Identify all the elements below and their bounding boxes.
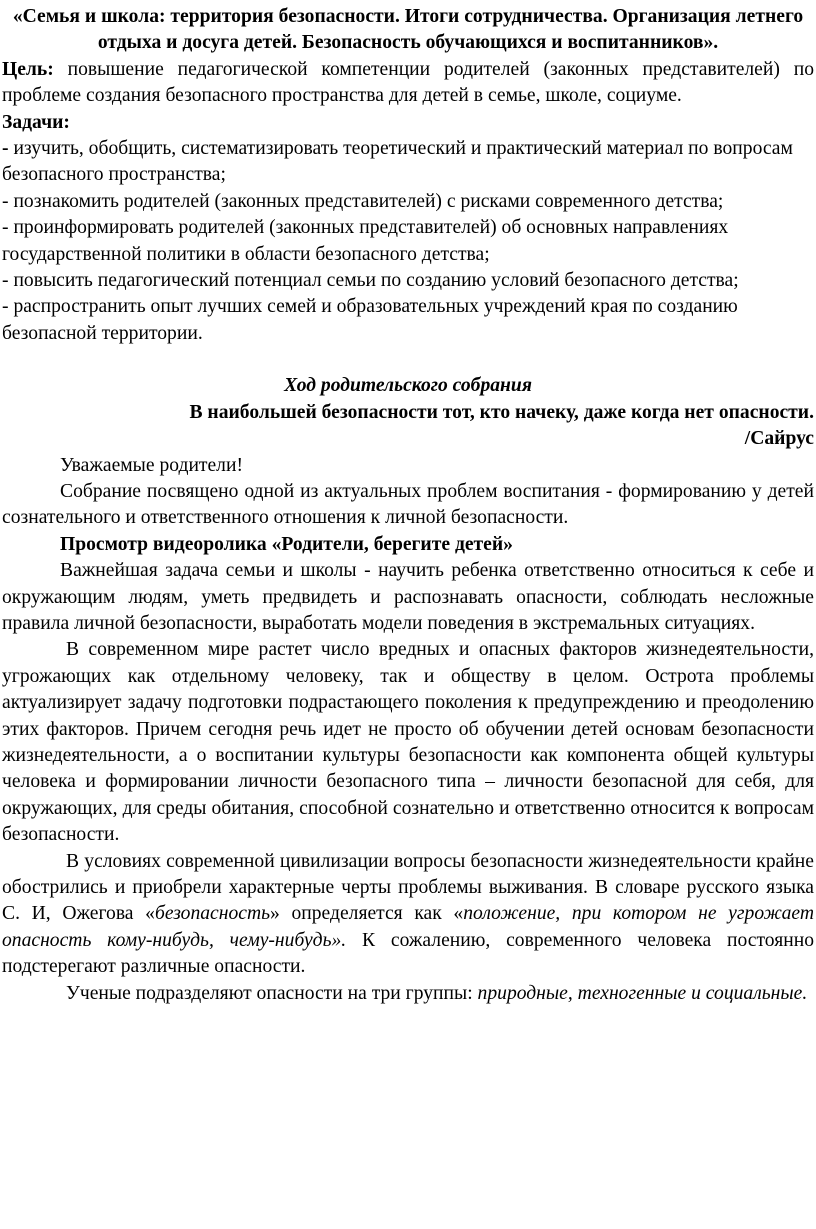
video-heading: Просмотр видеоролика «Родители, берегите детей»	[60, 533, 513, 555]
body-paragraph-1: Важнейшая задача семьи и школы - научить ребенка ответственно относиться к себе и окружающим людям, уметь предвидеть и распознавать опасности, соблюдать несложные правила личной безопасности, выработать модели поведения в экстремальных ситуациях.	[2, 560, 814, 634]
body-paragraph-3: В условиях современной цивилизации вопросы безопасности жизнедеятельности крайне обострились и приобрели характерные черты проблемы выживания. В словаре русского языка С. И, Ожегова «безопасность» определяется как «положение, при котором не угрожает опасность кому-нибудь, чему-нибудь». К сожалению, современного человека постоянно подстерегают различные опасности.	[2, 850, 814, 978]
intro-paragraph: Собрание посвящено одной из актуальных проблем воспитания - формированию у детей сознательного и ответственного отношения к личной безопасности.	[2, 480, 814, 529]
task-item: - изучить, обобщить, систематизировать теоретический и практический материал по вопросам безопасного пространства;	[2, 138, 793, 186]
epigraph-author: /Сайрус	[744, 428, 814, 450]
safety-definition: положение, при котором не угрожает опасность кому-нибудь, чему-нибудь».	[2, 903, 814, 951]
document-title: «Семья и школа: территория безопасности. Итоги сотрудничества. Организация летнего отдыха и досуга детей. Безопасность обучающихся и воспитанников».	[12, 6, 804, 54]
danger-groups: природные, техногенные и социальные.	[477, 982, 808, 1004]
meeting-heading: Ход родительского собрания	[284, 375, 532, 397]
task-item: - распространить опыт лучших семей и образовательных учреждений края по созданию безопасной территории.	[2, 296, 738, 344]
body-paragraph-2: В современном мире растет число вредных и опасных факторов жизнедеятельности, угрожающих как отдельному человеку, так и обществу в целом. Острота проблемы актуализирует задачу подготовки подрастающего поколения к предупреждению и преодолению этих факторов. Причем сегодня речь идет не просто об обучении детей основам безопасности жизнедеятельности, а о воспитании культуры безопасности как компонента общей культуры человека и формировании личности безопасного типа – личности безопасной для себя, для окружающих, для среды обитания, способной сознательно и ответственно относится к вопросам безопасности.	[2, 639, 814, 846]
tasks-label: Задачи:	[2, 111, 70, 133]
epigraph-quote: В наибольшей безопасности тот, кто начеку, даже когда нет опасности.	[189, 401, 814, 423]
task-item: - повысить педагогический потенциал семьи по созданию условий безопасного детства;	[2, 270, 739, 292]
body-paragraph-4: Ученые подразделяют опасности на три группы: природные, техногенные и социальные.	[66, 982, 808, 1004]
greeting: Уважаемые родители!	[60, 454, 243, 476]
goal-paragraph	[2, 57, 814, 110]
goal-text: повышение педагогической компетенции родителей (законных представителей) по проблеме создания безопасного пространства для детей в семье, школе, социуме.	[2, 58, 814, 107]
spacer	[2, 347, 814, 373]
term-safety: безопасность	[154, 903, 271, 925]
task-item: - проинформировать родителей (законных представителей) об основных направлениях государственной политики в области безопасного детства;	[2, 217, 729, 265]
task-item: - познакомить родителей (законных представителей) с рисками современного детства;	[2, 190, 724, 212]
goal-label: Цель:	[2, 58, 54, 80]
